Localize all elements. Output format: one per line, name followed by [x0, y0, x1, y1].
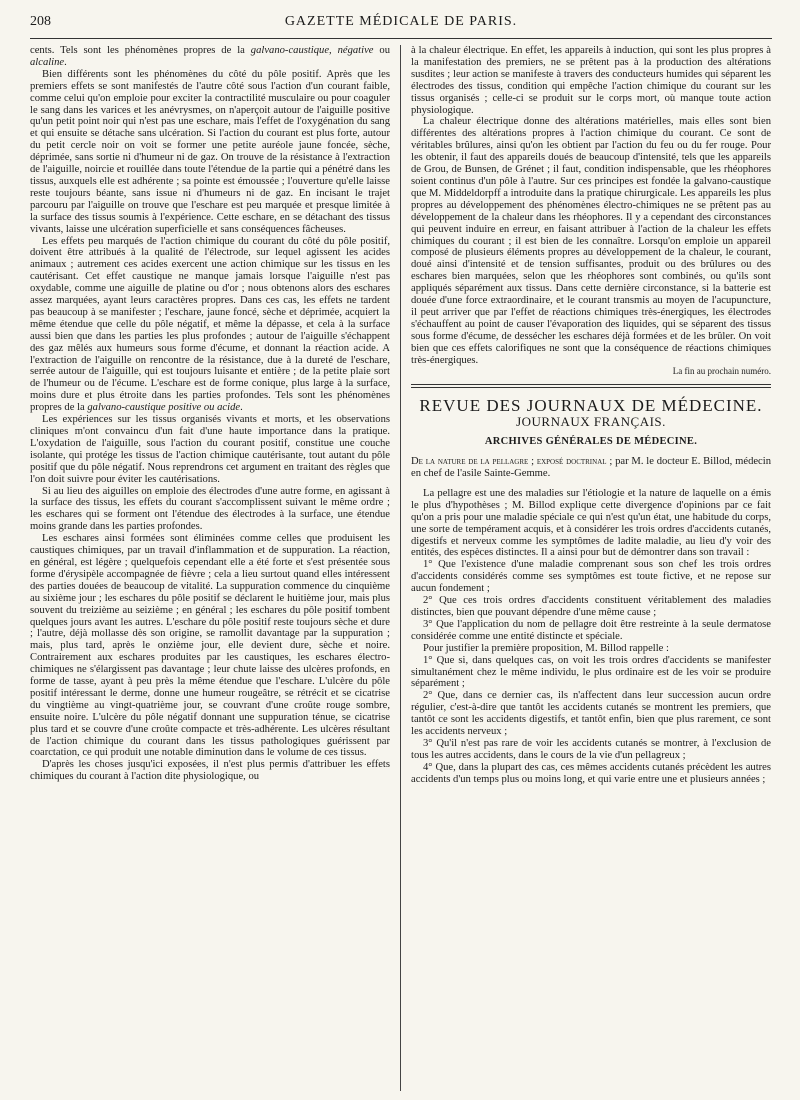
section-title: REVUE DES JOURNAUX DE MÉDECINE. — [419, 396, 763, 416]
running-head: GAZETTE MÉDICALE DE PARIS. — [284, 14, 518, 29]
text-run: Les effets peu marqués de l'action chimique du courant du côté du pôle positif, doivent être attribués à la qualité de l'électrode, sur lequel agissent les acides animaux ; autrement ces acides exercent une action chimique sur les tissus en les cautérisant. Cet effet caustique ne manque jamais lorsque l'aiguille n'est pas oxydable, comme une aiguille de platine ou d'or ; nous obtenons alors des eschares assez marquées, ayant leurs caractères propres. Dans ces cas, les effets ne tardent pas beaucoup à se manifester ; l'eschare, jaune foncé, sèche et déprimée, acquiert la même étendue que celle du pôle négatif, et même la dépasse, et cela à la surface aussi bien que dans les parties les plus profondes ; autour de l'aiguille s'échappent des gaz mêlés aux humeurs sous forme d'écume, et donnant la réaction acide. A l'extraction de l'aiguille on rencontre de la résistance, due à la dureté de l'eschare, serrée autour de l'aiguille, qui est toujours luisante et entière ; de la petite plaie sort de l'humeur ou de l'écume. L'eschare est de forme conique, plus large à la surface, moins dure et plus étroite dans les parties profondes. Tels sont les phénomènes propres de la — [30, 235, 390, 414]
paragraph — [30, 45, 390, 69]
paragraph: 3° Qu'il n'est pas rare de voir les accidents cutanés se montrer, à l'exclusion de tous les autres accidents, dans le cours de la vie d'un pellagreux ; — [411, 737, 771, 761]
column-divider — [400, 45, 401, 1091]
paragraph: Si au lieu des aiguilles on emploie des électrodes d'une autre forme, en agissant à la surface des tissus, les effets du courant s'accomplissent suivant le même ordre ; les eschares qui se forment ont l'étendue des électrodes à la surface, une étendue moins grande dans les parties profondes. — [30, 485, 390, 533]
paragraph: D'après les choses jusqu'ici exposées, il n'est plus permis d'attribuer les effets chimiques du courant à l'action dite physiologique, ou — [30, 759, 390, 783]
page-number: 208 — [30, 14, 51, 29]
paragraph: 1° Que l'existence d'une maladie comprenant sous son chef les trois ordres d'accidents considérés comme ses symptômes est toute fictive, et ne repose sur aucun fondement ; — [411, 559, 771, 595]
text-run: cents. Tels sont les phénomènes propres de la — [30, 45, 251, 56]
paragraph: 1° Que si, dans quelques cas, on voit les trois ordres d'accidents se manifester simultanément chez le même individu, le plus ordinaire est de les voir se produire séparément ; — [411, 654, 771, 690]
text-run: ou — [373, 45, 390, 56]
paragraph: 4° Que, dans la plupart des cas, ces mêmes accidents cutanés précèdent les autres accidents d'un temps plus ou moins long, et qui varie entre une et plusieurs années ; — [411, 761, 771, 785]
paragraph: 3° Que l'application du nom de pellagre doit être restreinte à la seule dermatose considérée comme une entité distincte et spéciale. — [411, 618, 771, 642]
section-divider — [411, 384, 771, 388]
paragraph: 2° Que, dans ce dernier cas, ils n'affectent dans leur succession aucun ordre régulier, c'est-à-dire que tantôt les accidents cutanés se montrent les premiers, que tantôt ce sont les accidents digestifs, et tantôt enfin, bien que plus rarement, ce sont les accidents nerveux ; — [411, 690, 771, 738]
paragraph: à la chaleur électrique. En effet, les appareils à induction, qui sont les plus propres à la manifestation des premiers, ne se prêtent pas à la production des altérations susdites ; leur action se manifeste à travers des conducteurs humides qui séparent les électrodes des tissus, condition qui empêche l'action chimique du courant sur les tissus organisés ; celle-ci se produit sur le corps mort, où manque toute action physiologique. — [411, 45, 771, 116]
paragraph: La chaleur électrique donne des altérations matérielles, mais elles sont bien différentes des altérations propres à l'action chimique du courant. Ce sont de véritables brûlures, ainsi qu'on les obtient par l'action du feu ou du fer rouge. Pour les obtenir, il faut des appareils doués de beaucoup d'intensité, tels que les appareils de Grou, de Bunsen, de Grénet ; il faut, condition indispensable, que les rhéophores soient continus d'un pôle à l'autre. Sur ces principes est fondée la galvano-caustique que M. Middeldorpff a introduite dans la pratique chirurgicale. Les appareils les plus propres au développement des phénomènes électro-chimiques ne se prêtent pas au développement de la chaleur dans les rhéophores. Il y a cependant des circonstances qui peuvent induire en erreur, en faisant attribuer à l'action de la chaleur les effets chimiques du courant ; il est bien de les connaître. Lorsqu'on emploie un appareil composé de plusieurs éléments propres au développement de la chaleur, le courant, doué ainsi d'intensité et de tension suffisantes, produit ou des brûlures ou des eschares bien marquées, selon que les rhéophores sont combinés, ou qu'ils sont appliqués séparément aux tissus. Dans cette dernière circonstance, si la batterie est douée d'une force extraordinaire, et le courant transmis au moyen de l'acupuncture, il peut arriver que par l'effet de réactions chimiques très-énergiques, les électrodes s'échauffent au point de causer l'évaporation des liquides, qui se séparent des tissus sous forme d'écume, de dessécher les eschares déjà formées et de les brûler. On voit bien que ces effets calorifiques ne sont que la conséquence de réactions chimiques très-énergiques. — [411, 116, 771, 366]
paragraph: Les expériences sur les tissus organisés vivants et morts, et les observations cliniques m'ont convaincu d'un fait d'une haute importance dans la pratique. L'oxydation de l'aiguille, sous l'action du courant positif, constitue une couche isolante, qui protége les tissus de l'action chimique cautérisante, tout autant du pôle positif que du pôle négatif. Nous reprendrons cet argument en traitant des règles que l'on doit suivre pour éviter les cautérisations. — [30, 414, 390, 485]
paragraph: Les eschares ainsi formées sont éliminées comme celles que produisent les caustiques chimiques, par un travail d'inflammation et de suppuration. La réaction, en général, est légère ; quelquefois cependant elle a été forte et s'est présentée sous forme d'érysipèle accompagnée de fièvre ; cela a lieu surtout quand elles intéressent des parties douées de beaucoup de vitalité. La suppuration commence du cinquième au sixième jour ; les eschares du pôle positif se déclarent le huitième jour, mais plus souvent du treizième au seizième ; en général ; les eschares du pôle positif tombent quelques jours avant les autres. L'eschare du pôle positif reste toujours sèche et dure ; l'autre, déjà mollasse dès son origine, se ramollit davantage par la suppuration ; mais, plus tard, après le onzième jour, elle devient dure, sèche et noire. Contrairement aux eschares produites par les caustiques, les eschares électro-chimiques ne s'élargissent pas davantage ; leur chute laisse des ulcères profonds, en forme de tasse, ayant à peu près la même étendue que l'eschare. L'ulcère du pôle positif intéressant le derme, donne une humeur rougeâtre, se rétrécit et se cicatrise du vingtième au vingt-quatrième jour, se couvrant d'une croûte rouge sombre, ensuite noire. L'ulcère du pôle négatif donnant une suppuration ténue, se cicatrise plus tard et se couvre d'une croûte compacte et très-adhérente. Les ulcères résultant de l'action chimique du courant dans les tissus pathologiques guérissent par coarctation, ce qui produit une notable diminution dans le volume de ces tissus. — [30, 533, 390, 759]
italic-term: alcaline — [30, 56, 65, 68]
article-author: ; par M. le docteur E. Billod, médecin en chef de l'asile Sainte-Gemme. — [411, 456, 771, 479]
left-column — [30, 45, 390, 1091]
text-run: . — [240, 402, 243, 414]
paragraph: 2° Que ces trois ordres d'accidents constituent véritablement des maladies distinctes, bien que pouvant dépendre d'une même cause ; — [411, 595, 771, 618]
article-heading — [411, 456, 771, 480]
right-column — [411, 45, 771, 1091]
italic-term: galvano-caustique positive ou acide — [87, 402, 241, 414]
text-columns — [30, 45, 772, 1091]
section-subtitle: JOURNAUX FRANÇAIS. — [516, 414, 666, 430]
paragraph: Pour justifier la première proposition, M. Billod rappelle : — [423, 642, 669, 654]
text-run: . — [64, 56, 67, 68]
page-header — [30, 14, 772, 39]
paragraph: La pellagre est une des maladies sur l'étiologie et la nature de laquelle on a émis le plus d'hypothèses ; M. Billod explique cette divergence d'opinions par ce fait qu'on a pris pour une maladie spéciale ce qui n'est qu'un état, une habitude du corps, une sorte de tempérament acquis, et à considérer les trois ordres d'accidents cutanés, digestifs et nerveux comme les symptômes de ladite maladie, au lieu d'y voir des entités, des espèces distinctes. Il a ainsi pour but de démontrer dans son travail : — [411, 487, 771, 559]
paragraph — [30, 236, 390, 415]
paragraph: Bien différents sont les phénomènes du côté du pôle positif. Après que les premiers effets se sont manifestés de l'autre côté sous l'action d'un courant faible, comme celui qu'on emploie pour exciter la contractilité musculaire ou pour coaguler le sang dans les varices et les anévrysmes, on n'aperçoit autour de l'aiguille positive qu'un petit point noir qui n'est pas une eschare, mais l'effet de l'oxygénation du sang et qui ensuite se détache sans ulcération. Si l'action du courant est plus forte, autour du petit cercle noir on voit se former une petite auréole jaune foncée, sèche, déprimée, sans sortie ni d'humeur ni de gaz. On trouve de la résistance à l'extraction de l'aiguille, noircie et rouillée dans toute l'étendue de la partie qui a pénétré dans les tissus, auxquels elle est adhérente ; sa pointe est émoussée ; l'ouverture qu'elle laisse reste toujours béante, sans issue ni d'humeurs ni de gaz. En incisant le trajet parcouru par l'aiguille on trouve que l'eschare est peu marquée et presque limitée à la surface des tissus soumis à l'expérience. Cette eschare, en se détachant des tissus vivants, laisse une ulcération superficielle et sans conséquences fâcheuses. — [30, 68, 390, 235]
italic-term: galvano-caustique, négative — [250, 45, 374, 56]
article-title: De la nature de la pellagre ; exposé doctrinal — [411, 456, 607, 468]
journal-name: ARCHIVES GÉNÉRALES DE MÉDECINE. — [484, 436, 698, 448]
continued-note: La fin au prochain numéro. — [672, 366, 771, 377]
